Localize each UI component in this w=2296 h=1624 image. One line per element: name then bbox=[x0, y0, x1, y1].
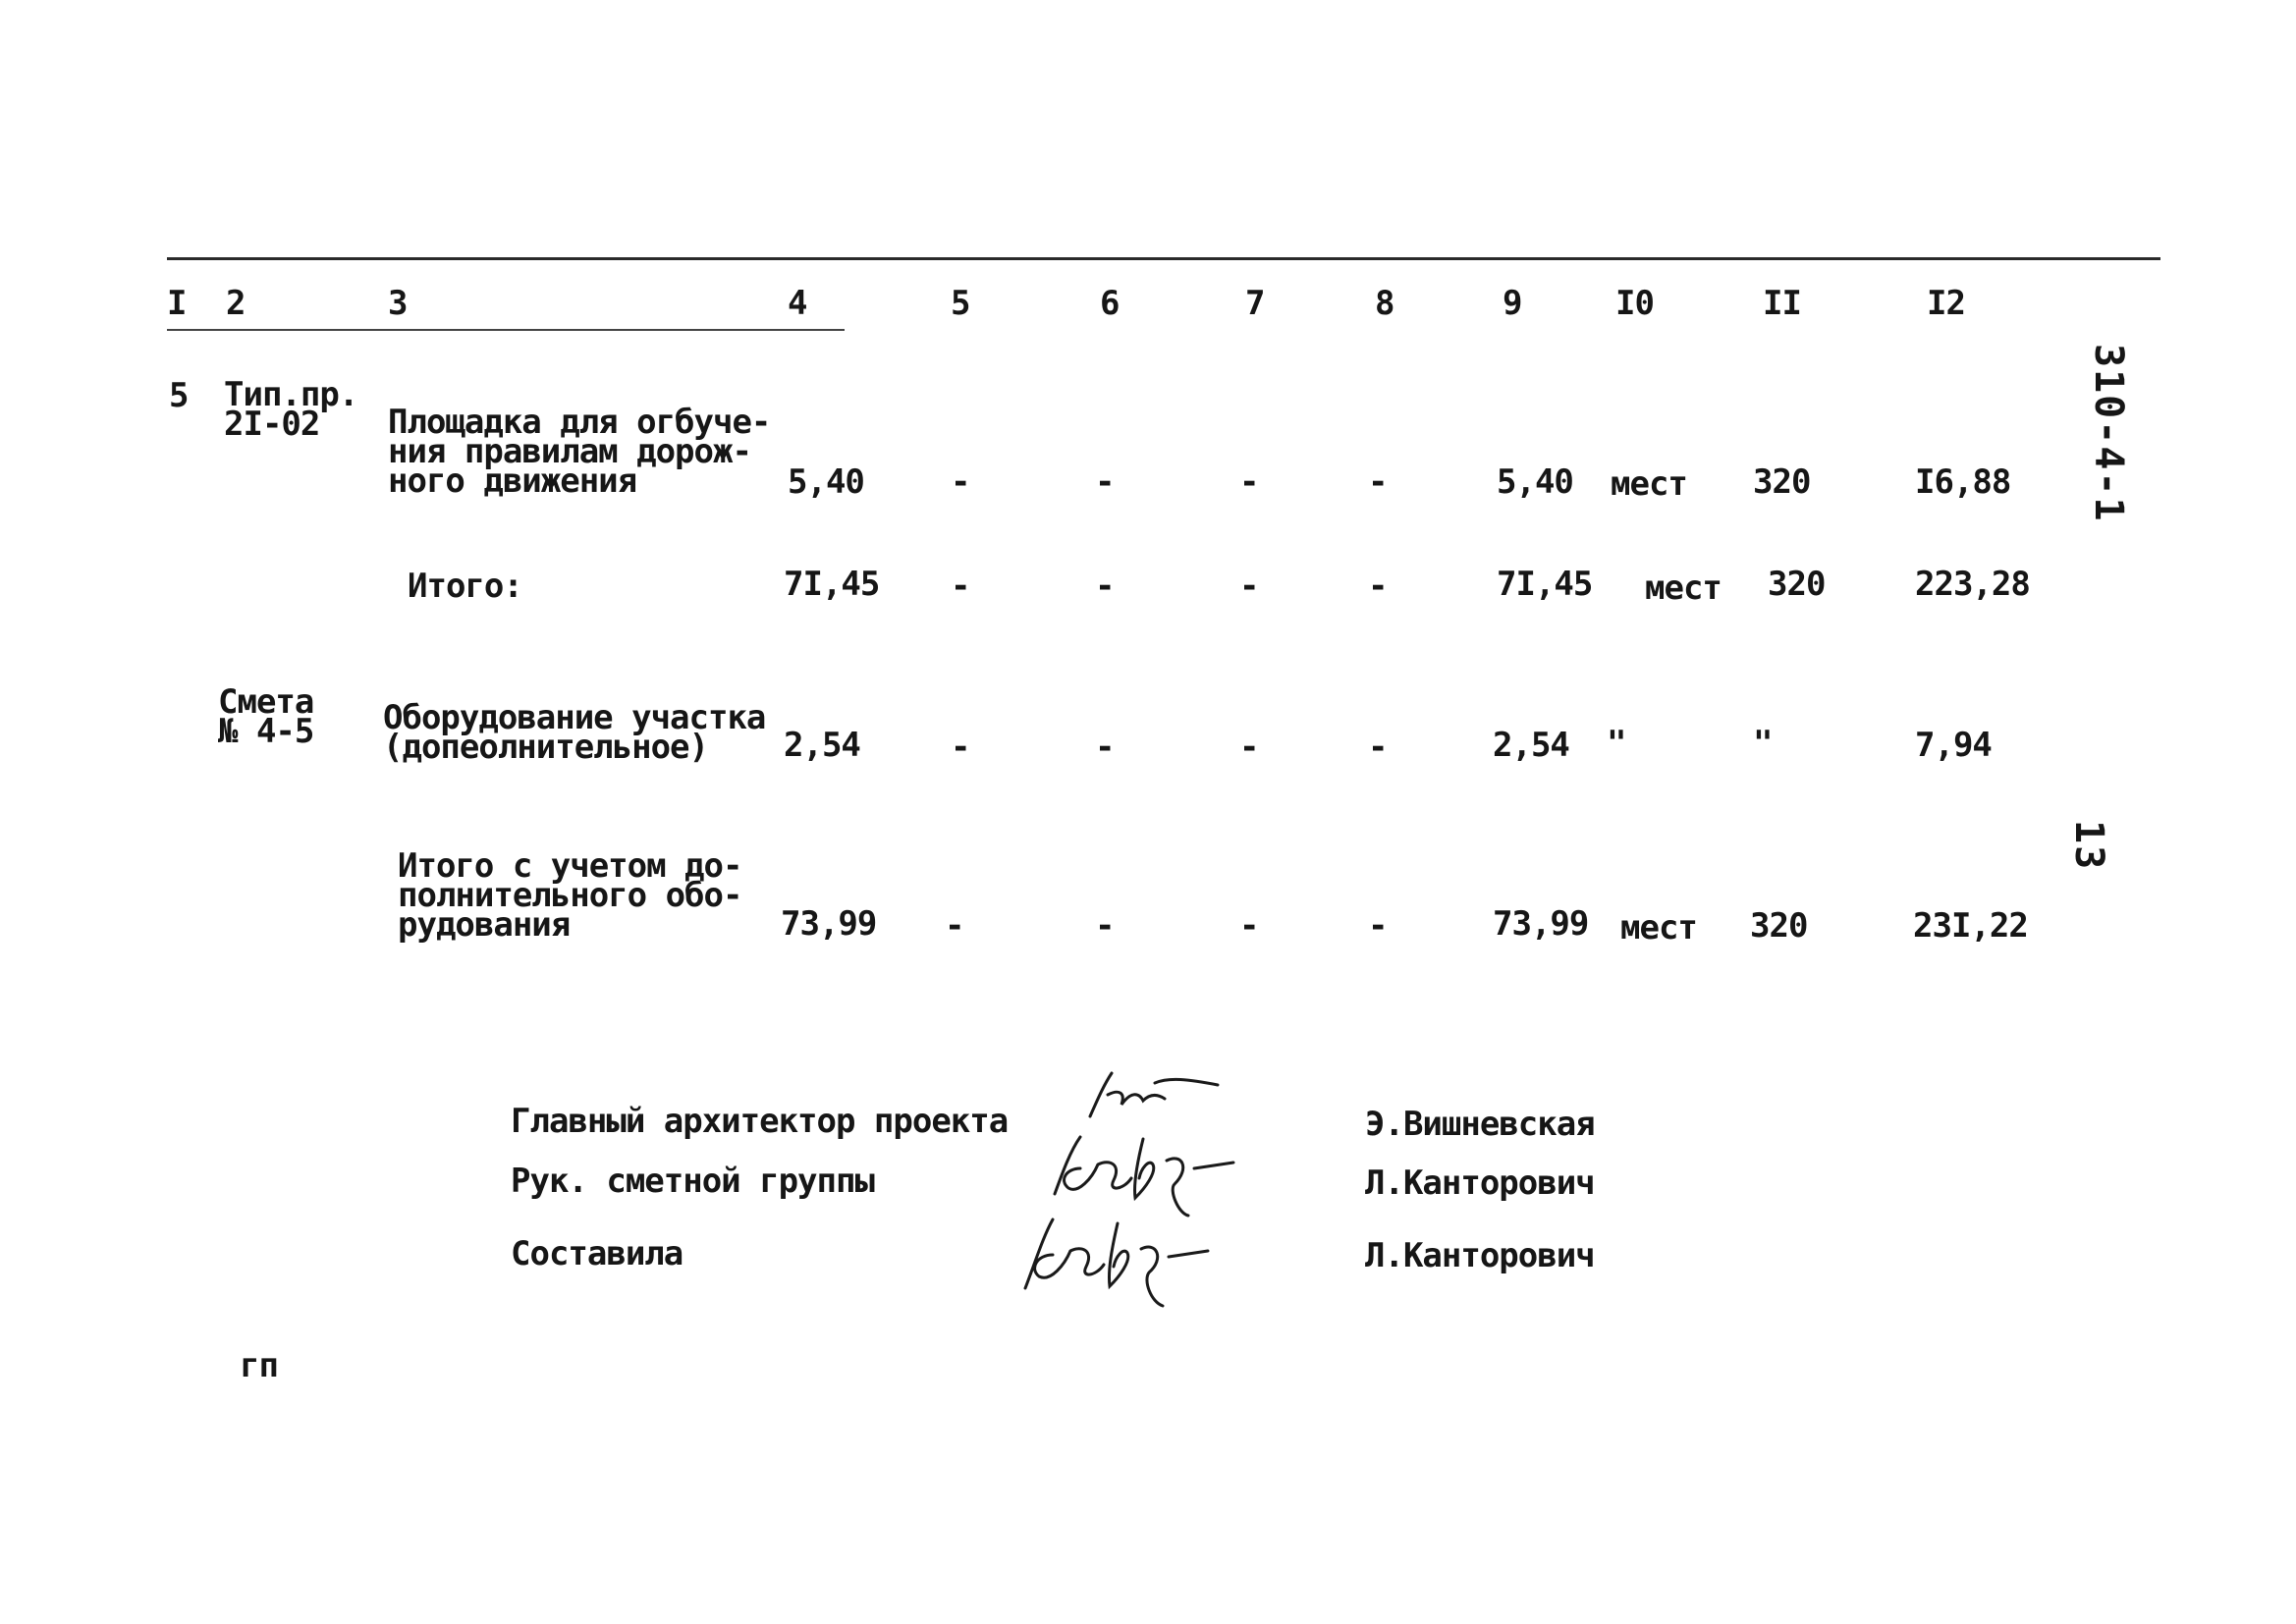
handwritten-signature-3 bbox=[1011, 1210, 1228, 1308]
row1-c6: - bbox=[1095, 462, 1115, 502]
sheet-code: 310-4-1 bbox=[2086, 344, 2131, 523]
row2-c12: 223,28 bbox=[1915, 565, 2030, 604]
row1-c8: - bbox=[1368, 462, 1388, 502]
row2-c10: мест bbox=[1645, 568, 1722, 608]
row1-c11: 320 bbox=[1753, 462, 1811, 502]
row3-c6: - bbox=[1095, 728, 1115, 767]
row3-c5: - bbox=[951, 728, 970, 767]
signature-name-3: Л.Канторович bbox=[1365, 1236, 1595, 1275]
row1-c12: I6,88 bbox=[1915, 462, 2011, 502]
row4-c10: мест bbox=[1620, 908, 1697, 947]
row4-c12: 23I,22 bbox=[1913, 906, 2028, 946]
row4-description: Итого с учетом до- полнительного обо- рудования bbox=[398, 846, 742, 945]
row4-c4: 73,99 bbox=[781, 904, 877, 944]
signature-name-1: Э.Вишневская bbox=[1365, 1105, 1595, 1144]
col-header-12: I2 bbox=[1927, 284, 1965, 323]
row3-c7: - bbox=[1239, 728, 1259, 767]
row4-c8: - bbox=[1368, 906, 1388, 946]
signature-role-1: Главный архитектор проекта bbox=[511, 1102, 1009, 1141]
row1-c10: мест bbox=[1611, 464, 1687, 504]
row2-c6: - bbox=[1095, 567, 1115, 606]
row2-c4: 7I,45 bbox=[784, 565, 880, 604]
row4-c9: 73,99 bbox=[1493, 904, 1589, 944]
row3-c8: - bbox=[1368, 728, 1388, 767]
col-header-6: 6 bbox=[1100, 284, 1120, 323]
row1-c9: 5,40 bbox=[1497, 462, 1573, 502]
col-header-10: I0 bbox=[1615, 284, 1654, 323]
signature-role-2: Рук. сметной группы bbox=[511, 1162, 874, 1201]
col-header-4: 4 bbox=[788, 284, 807, 323]
top-rule bbox=[167, 257, 2160, 260]
row1-c5: - bbox=[951, 462, 970, 502]
col-header-11: II bbox=[1763, 284, 1801, 323]
row2-c5: - bbox=[951, 567, 970, 606]
page-number: 13 bbox=[2066, 820, 2111, 872]
signature-role-3: Составила bbox=[511, 1234, 683, 1273]
row4-c7: - bbox=[1239, 906, 1259, 946]
row3-c11: " bbox=[1753, 724, 1773, 763]
col-header-8: 8 bbox=[1375, 284, 1394, 323]
row2-c8: - bbox=[1368, 567, 1388, 606]
row4-c11: 320 bbox=[1750, 906, 1808, 946]
col-header-9: 9 bbox=[1503, 284, 1522, 323]
row3-description: Оборудование участка (допеолнительное) bbox=[383, 698, 766, 767]
col-header-7: 7 bbox=[1245, 284, 1265, 323]
row1-c4: 5,40 bbox=[788, 462, 864, 502]
row1-source: Тип.пр. 2I-02 bbox=[224, 375, 358, 444]
col-header-5: 5 bbox=[951, 284, 970, 323]
handwritten-signature-2 bbox=[1041, 1129, 1257, 1218]
row3-c12: 7,94 bbox=[1915, 726, 1992, 765]
col-header-1: I bbox=[167, 284, 187, 323]
row3-c4: 2,54 bbox=[784, 726, 860, 765]
header-underline bbox=[167, 329, 845, 331]
signature-name-2: Л.Канторович bbox=[1365, 1164, 1595, 1203]
row3-source: Смета № 4-5 bbox=[218, 682, 314, 751]
row2-c11: 320 bbox=[1768, 565, 1826, 604]
row3-c9: 2,54 bbox=[1493, 726, 1569, 765]
col-header-3: 3 bbox=[388, 284, 408, 323]
footer-code: гп bbox=[240, 1346, 278, 1385]
row2-c9: 7I,45 bbox=[1497, 565, 1593, 604]
row3-c10: " bbox=[1607, 724, 1626, 763]
col-header-2: 2 bbox=[226, 284, 246, 323]
row1-number: 5 bbox=[169, 376, 189, 415]
row1-c7: - bbox=[1239, 462, 1259, 502]
handwritten-signature-1 bbox=[1070, 1065, 1228, 1124]
row1-description: Площадка для огбуче- ния правилам дорож- ного движения bbox=[388, 403, 771, 501]
row2-c7: - bbox=[1239, 567, 1259, 606]
row4-c5: - bbox=[945, 906, 964, 946]
row2-description: Итого: bbox=[408, 567, 522, 606]
row4-c6: - bbox=[1095, 906, 1115, 946]
